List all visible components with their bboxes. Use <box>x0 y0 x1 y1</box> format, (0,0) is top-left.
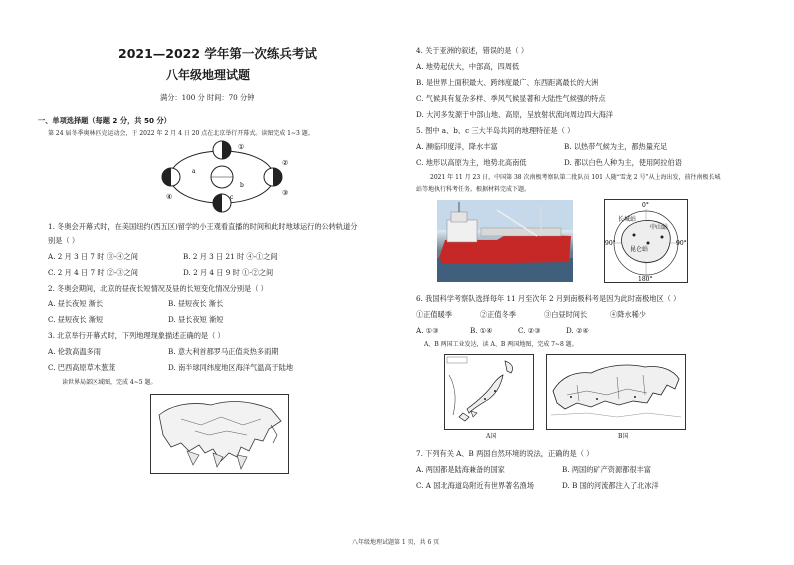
q6-item-3: ③白昼时间长 <box>544 310 588 319</box>
earth-position-2 <box>213 141 231 159</box>
country-b-map <box>546 354 686 430</box>
country-a-caption: A国 <box>486 433 497 440</box>
q7-option-b: B. 两国的矿产资源都很丰富 <box>562 465 651 474</box>
earth-position-4 <box>213 194 231 212</box>
q5-option-a: A. 濒临印度洋，降水丰富 <box>416 142 498 151</box>
orbit-label-1: ① <box>238 143 245 151</box>
q1-option-c: C. 2 月 4 日 7 时 ②-③之间 <box>48 268 138 277</box>
q6-option-b: B. ①④ <box>470 326 493 335</box>
q6-stem: 6. 我国科学考察队选择每年 11 月至次年 2 月到南极科考是因为此时南极地区（ ） <box>416 294 681 303</box>
section-heading: 一、单项选择题（每题 2 分，共 50 分） <box>38 116 171 125</box>
q5-option-b: B. 以热带气候为主，都热量充足 <box>564 142 668 151</box>
exam-title: 2021—2022 学年第一次练兵考试 <box>118 46 317 61</box>
q3-option-d: D. 南半球同纬度地区海洋气温高于陆地 <box>168 363 294 372</box>
q1-option-d: D. 2 月 4 日 9 时 ①-②之间 <box>183 268 274 277</box>
icebreaker-photo <box>437 200 573 282</box>
q4-option-c: C. 气候具有复杂多样、季风气候显著和大陆性气候强的特点 <box>416 94 606 103</box>
q4-option-d: D. 大河多发源于中部山地、高原，呈放射状流向周边四大海洋 <box>416 110 613 119</box>
q7-option-a: A. 两国都是陆海兼备的国家 <box>416 465 505 474</box>
q6-item-1: ①正值暖季 <box>416 310 452 319</box>
q7-stem: 7. 下列有关 A、B 两国自然环境的说法，正确的是（ ） <box>416 449 594 458</box>
q1-option-b: B. 2 月 3 日 21 时 ④-①之间 <box>183 252 278 261</box>
polar-label-180: 180° <box>638 276 653 283</box>
q5-option-d: D. 都以白色人种为主，使用阿拉伯语 <box>564 158 682 167</box>
earth-position-3 <box>264 168 282 186</box>
q1-stem-line1: 1. 冬奥会开幕式时，在美国纽约(西五区)留学的小王观看直播的时间和此时地球运行的公转轨道分 <box>48 222 358 231</box>
polar-label-90e: 90° <box>676 240 687 247</box>
asia-region-map <box>150 394 289 474</box>
q2-option-a: A. 昼长夜短 渐长 <box>48 299 104 308</box>
q6-option-a: A. ①③ <box>416 326 439 335</box>
orbit-label-c: c <box>230 194 234 201</box>
exam-subtitle: 八年级地理试题 <box>166 68 251 82</box>
q1-option-a: A. 2 月 3 日 7 时 ③-④之间 <box>48 252 138 261</box>
q5-option-c: C. 地形以高原为主，地势北高南低 <box>416 158 527 167</box>
q6-item-2: ②正值冬季 <box>480 310 516 319</box>
icebreaker-ship-illustration <box>437 200 573 282</box>
earth-position-1 <box>162 168 180 186</box>
q7-intro: A、B 两国工业发达，读 A、B 两国地图，完成 7~8 题。 <box>424 341 578 348</box>
q3-option-c: C. 巴西高原草木葱茏 <box>48 363 116 372</box>
polar-label-zhongshan: 中山站 <box>650 224 669 231</box>
q2-stem: 2. 冬奥会期间，北京的昼夜长短情况及昼的长短变化情况分别是（ ） <box>48 284 268 293</box>
orbit-label-2: ② <box>282 159 289 167</box>
q3-option-a: A. 伦敦高温多雨 <box>48 347 101 356</box>
q6-option-d: D. ②④ <box>566 326 589 335</box>
section-intro: 第 24 届冬季奥林匹克运动会，于 2022 年 2 月 4 日 20 点在北京举行开幕式。读图完成 1~3 题。 <box>48 130 314 137</box>
q5-stem: 5. 图中 a、b、c 三大半岛共同的地理特征是（ ） <box>416 126 575 135</box>
polar-label-0: 0° <box>642 202 649 209</box>
q2-option-b: B. 昼短夜长 渐长 <box>168 299 224 308</box>
q4-option-a: A. 地势起伏大，中部高，四周低 <box>416 62 520 71</box>
score-time-line: 满分：100 分 时间：70 分钟 <box>160 93 255 102</box>
q3-option-b: B. 意大利首都罗马正值炎热多雨期 <box>168 347 279 356</box>
q6-intro-line2: 站等地执行科考任务。根据材料完成下题。 <box>416 186 531 193</box>
q6-item-4: ④降水稀少 <box>610 310 646 319</box>
page-footer: 八年级地理试题第 1 页，共 6 页 <box>352 539 440 546</box>
antarctic-polar-map <box>604 199 688 283</box>
q6-intro-line1: 2021 年 11 月 23 日，中国第 38 次南极考察队第二批队员 101 人随“雪龙 2 号”从上海出发，前往南极长城 <box>430 174 721 181</box>
country-b-caption: B国 <box>618 433 629 440</box>
map-intro: 读世界局部区域图，完成 4~5 题。 <box>62 379 157 386</box>
orbit-label-a: a <box>192 168 196 175</box>
q4-stem: 4. 关于亚洲的叙述，错误的是（ ） <box>416 46 529 55</box>
country-a-map <box>444 354 534 430</box>
orbit-label-b: b <box>240 182 244 189</box>
polar-label-great-wall: 长城站 <box>618 216 637 223</box>
q1-stem-line2: 别是（ ） <box>48 236 80 245</box>
q6-option-c: C. ②③ <box>518 326 541 335</box>
polar-label-90w: 90° <box>605 240 616 247</box>
orbit-label-3: ③ <box>282 189 289 197</box>
q7-option-c: C. A 国北海道岛附近有世界著名渔场 <box>416 481 534 490</box>
orbit-label-4: ④ <box>166 193 173 201</box>
q4-option-b: B. 是世界上面积最大、跨纬度最广、东西距离最长的大洲 <box>416 78 599 87</box>
q3-stem: 3. 北京举行开幕式时，下列地理现象描述正确的是（ ） <box>48 331 225 340</box>
q7-option-d: D. B 国的河流都注入了北冰洋 <box>562 481 659 490</box>
earth-orbit-figure <box>152 137 292 213</box>
q2-option-d: D. 昼长夜短 渐短 <box>168 315 224 324</box>
q2-option-c: C. 昼短夜长 渐短 <box>48 315 104 324</box>
polar-label-kunlun: 昆仑站 <box>630 246 649 253</box>
